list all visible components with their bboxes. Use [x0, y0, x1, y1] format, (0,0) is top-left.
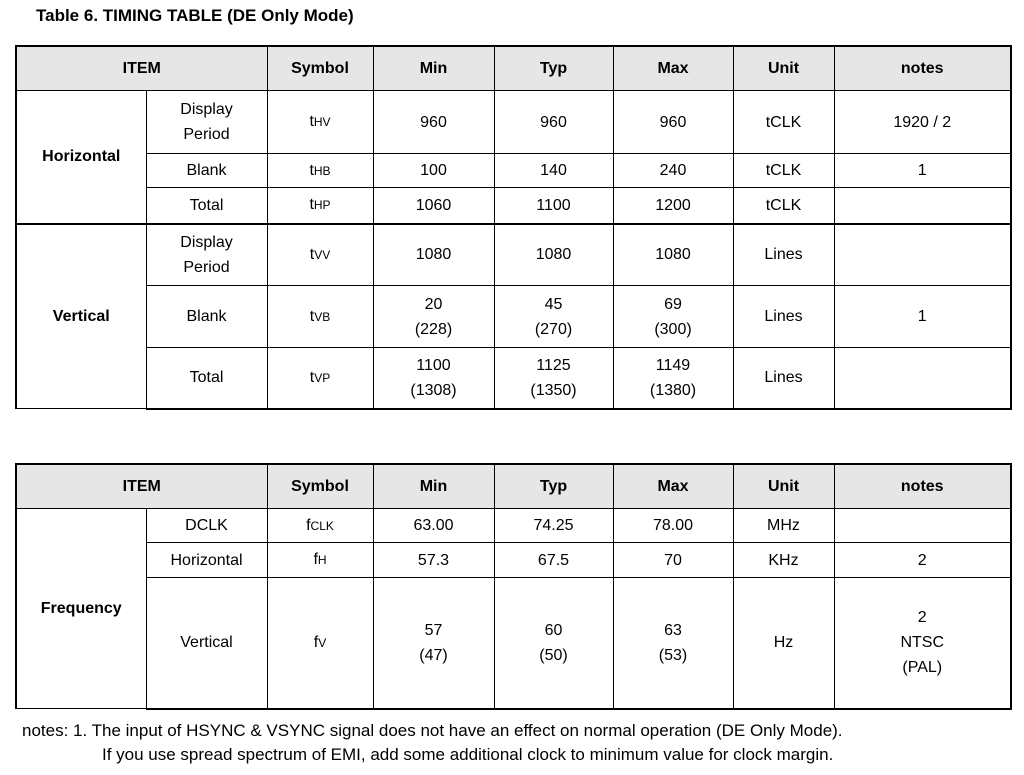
- typ-cell: 67.5: [494, 543, 613, 578]
- item-cell: Vertical: [146, 578, 267, 709]
- max-cell: 63 (53): [613, 578, 733, 709]
- unit-cell: tCLK: [733, 154, 834, 188]
- unit-cell: MHz: [733, 509, 834, 543]
- min-cell: 100: [373, 154, 494, 188]
- unit-cell: Lines: [733, 348, 834, 409]
- header-row: [16, 464, 1011, 509]
- symbol-cell: fCLK: [267, 509, 373, 543]
- header-min: Min: [373, 46, 494, 91]
- footnotes: [22, 719, 843, 767]
- item-cell: Total: [146, 348, 267, 409]
- item-cell: Display Period: [146, 91, 267, 154]
- symbol-cell: fH: [267, 543, 373, 578]
- max-cell: 69 (300): [613, 286, 733, 348]
- header-item: ITEM: [16, 464, 267, 509]
- header-notes: notes: [834, 46, 1011, 91]
- min-cell: 1100 (1308): [373, 348, 494, 409]
- header-max: Max: [613, 464, 733, 509]
- symbol-cell: tVV: [267, 224, 373, 286]
- header-symbol: Symbol: [267, 46, 373, 91]
- item-cell: Total: [146, 188, 267, 224]
- table-row: [16, 543, 1011, 578]
- header-row: [16, 46, 1011, 91]
- notes-cell: 1: [834, 154, 1011, 188]
- item-cell: Horizontal: [146, 543, 267, 578]
- notes-cell: 2: [834, 543, 1011, 578]
- group-cell: Vertical: [16, 224, 146, 409]
- symbol-cell: tVP: [267, 348, 373, 409]
- notes-cell: [834, 224, 1011, 286]
- max-cell: 1200: [613, 188, 733, 224]
- header-typ: Typ: [494, 46, 613, 91]
- typ-cell: 960: [494, 91, 613, 154]
- typ-cell: 45 (270): [494, 286, 613, 348]
- max-cell: 1149 (1380): [613, 348, 733, 409]
- min-cell: 63.00: [373, 509, 494, 543]
- group-cell: Horizontal: [16, 91, 146, 224]
- max-cell: 240: [613, 154, 733, 188]
- table-row: [16, 348, 1011, 409]
- symbol-cell: fV: [267, 578, 373, 709]
- header-symbol: Symbol: [267, 464, 373, 509]
- unit-cell: Hz: [733, 578, 834, 709]
- timing-table: [15, 45, 1012, 410]
- unit-cell: Lines: [733, 286, 834, 348]
- item-cell: Blank: [146, 286, 267, 348]
- unit-cell: Lines: [733, 224, 834, 286]
- typ-cell: 74.25: [494, 509, 613, 543]
- table-row: [16, 509, 1011, 543]
- typ-cell: 140: [494, 154, 613, 188]
- item-cell: Blank: [146, 154, 267, 188]
- item-cell: DCLK: [146, 509, 267, 543]
- symbol-cell: tVB: [267, 286, 373, 348]
- footnote-line: If you use spread spectrum of EMI, add some additional clock to minimum value for clock margin.: [102, 745, 834, 764]
- notes-cell: 1: [834, 286, 1011, 348]
- min-cell: 57 (47): [373, 578, 494, 709]
- max-cell: 70: [613, 543, 733, 578]
- table-row: [16, 286, 1011, 348]
- max-cell: 960: [613, 91, 733, 154]
- symbol-cell: tHB: [267, 154, 373, 188]
- min-cell: 20 (228): [373, 286, 494, 348]
- symbol-cell: tHV: [267, 91, 373, 154]
- notes-cell: [834, 348, 1011, 409]
- notes-cell: [834, 509, 1011, 543]
- min-cell: 1060: [373, 188, 494, 224]
- header-unit: Unit: [733, 46, 834, 91]
- header-unit: Unit: [733, 464, 834, 509]
- table-row: [16, 224, 1011, 286]
- min-cell: 57.3: [373, 543, 494, 578]
- table-row: [16, 154, 1011, 188]
- footnote-line: notes: 1. The input of HSYNC & VSYNC signal does not have an effect on normal operation (DE Only Mode).: [22, 721, 843, 740]
- min-cell: 1080: [373, 224, 494, 286]
- unit-cell: KHz: [733, 543, 834, 578]
- typ-cell: 1125 (1350): [494, 348, 613, 409]
- min-cell: 960: [373, 91, 494, 154]
- table-caption: Table 6. TIMING TABLE (DE Only Mode): [36, 6, 354, 25]
- group-cell: Frequency: [16, 509, 146, 709]
- notes-cell: 1920 / 2: [834, 91, 1011, 154]
- header-item: ITEM: [16, 46, 267, 91]
- max-cell: 1080: [613, 224, 733, 286]
- typ-cell: 60 (50): [494, 578, 613, 709]
- typ-cell: 1080: [494, 224, 613, 286]
- symbol-cell: tHP: [267, 188, 373, 224]
- header-max: Max: [613, 46, 733, 91]
- max-cell: 78.00: [613, 509, 733, 543]
- unit-cell: tCLK: [733, 91, 834, 154]
- item-cell: Display Period: [146, 224, 267, 286]
- notes-cell: 2 NTSC (PAL): [834, 578, 1011, 709]
- frequency-table: [15, 463, 1012, 710]
- table-row: [16, 578, 1011, 709]
- notes-cell: [834, 188, 1011, 224]
- typ-cell: 1100: [494, 188, 613, 224]
- header-min: Min: [373, 464, 494, 509]
- table-row: [16, 188, 1011, 224]
- header-typ: Typ: [494, 464, 613, 509]
- table-row: [16, 91, 1011, 154]
- header-notes: notes: [834, 464, 1011, 509]
- unit-cell: tCLK: [733, 188, 834, 224]
